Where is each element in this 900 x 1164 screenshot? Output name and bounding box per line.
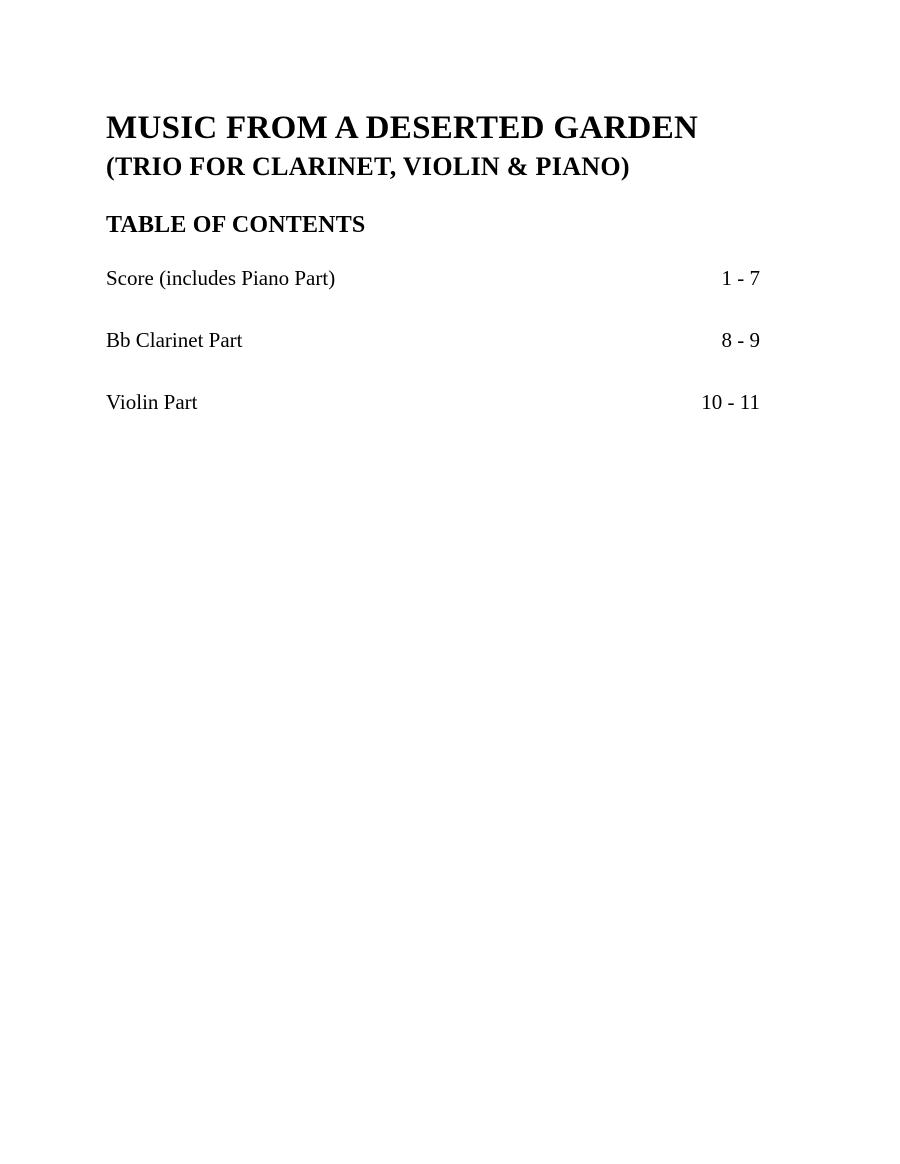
toc-entry-label: Bb Clarinet Part bbox=[106, 328, 243, 352]
toc-heading: TABLE OF CONTENTS bbox=[106, 212, 366, 238]
toc-entry-pages: 1 - 7 bbox=[721, 266, 760, 290]
toc-entry-violin bbox=[106, 387, 760, 449]
document-subtitle: (TRIO FOR CLARINET, VIOLIN & PIANO) bbox=[106, 152, 630, 181]
toc-entry-score bbox=[106, 263, 760, 325]
document-title: MUSIC FROM A DESERTED GARDEN bbox=[106, 110, 699, 146]
toc-entry-label: Score (includes Piano Part) bbox=[106, 266, 336, 290]
toc-entry-pages: 10 - 11 bbox=[701, 390, 760, 414]
table-of-contents bbox=[106, 263, 760, 449]
toc-entry-clarinet bbox=[106, 325, 760, 387]
toc-entry-label: Violin Part bbox=[106, 390, 198, 414]
toc-entry-pages: 8 - 9 bbox=[721, 328, 760, 352]
